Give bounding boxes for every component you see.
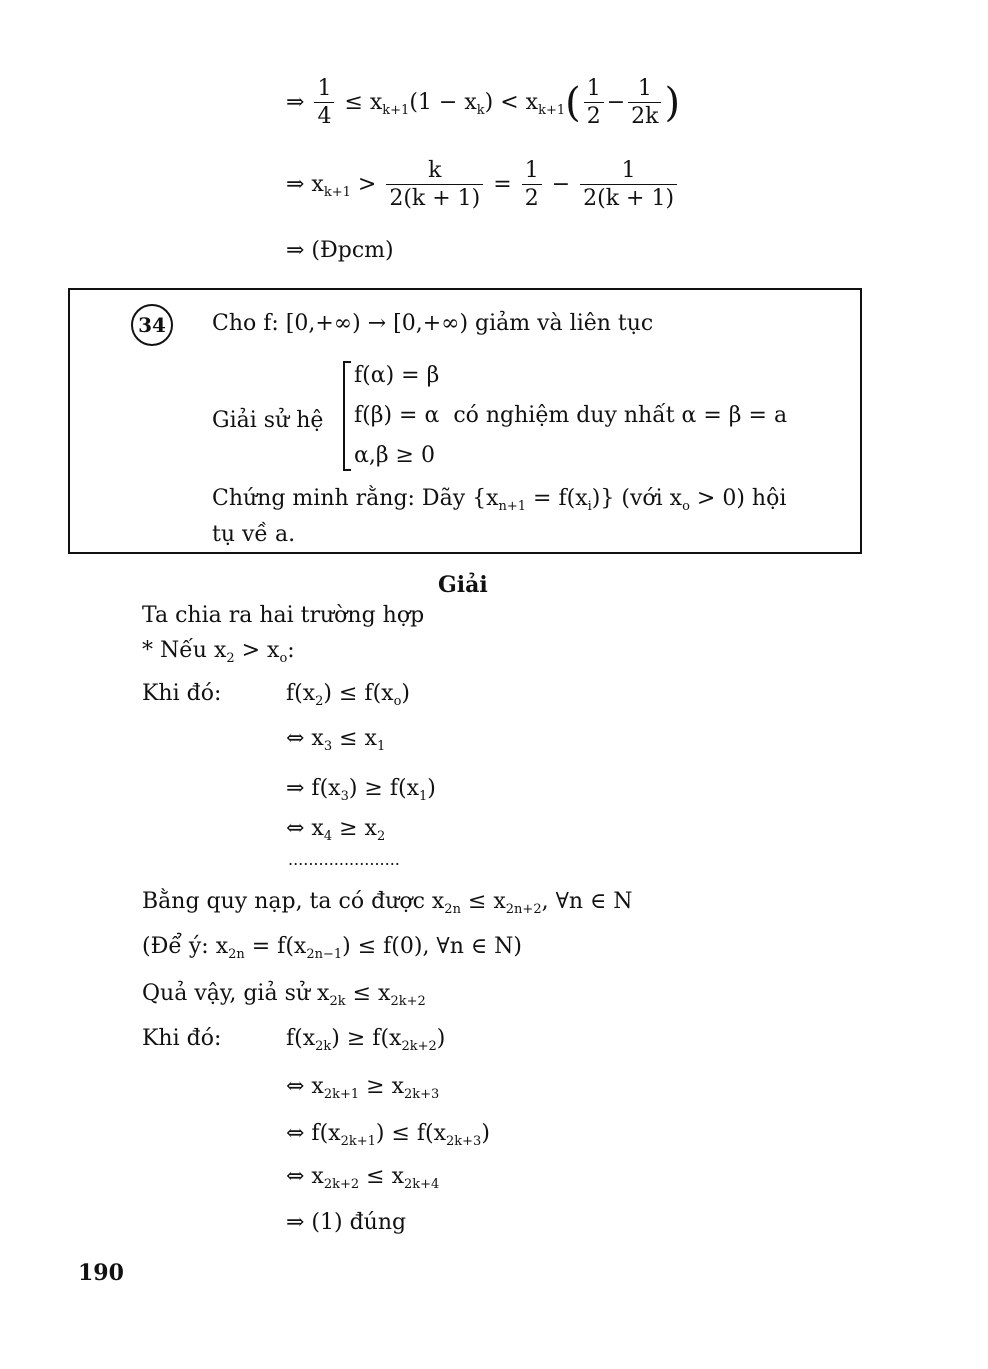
math-line-3: ⇒ (Đpcm) [286,238,394,263]
problem-number: 34 [131,304,173,346]
fraction: $\frac{1}{2}$ [522,160,542,210]
conclusion: ⇒ (1) đúng [286,1210,407,1235]
khi-do-label-2: Khi đó: [142,1026,222,1051]
fraction: $\frac{1}{2k}$ [628,78,661,128]
step-3: ⇒ $f(x_3) \ge f(x_1)$ [286,776,436,804]
system-eq-3: α,β ≥ 0 [354,443,435,468]
prove-statement: Chứng minh rằng: Dãy $\{x_{n+1} = f(x_i)\}$ (với $x_o > 0$) hội [212,486,787,514]
math-line-1: ⇒ $\frac{1}{4}$ ≤ $x_{k+1}(1 - x_k) < x_{k+1}$( $\frac{1}{2}$ − $\frac{1}{2k}$ ) [286,76,681,129]
step-8: ⇔ $x_{2k+2} \le x_{2k+4}$ [286,1164,440,1192]
solution-intro: Ta chia ra hai trường hợp [142,603,425,628]
math-line-2: ⇒ $x_{k+1}$ > $\frac{k}{2(k + 1)}$ = $\frac{1}{2}$ − $\frac{1}{2(k + 1)}$ [286,160,680,210]
system-intro: Giải sử hệ [212,408,324,433]
fraction: $\frac{1}{2}$ [584,78,604,128]
induction-line: Bằng quy nạp, ta có được $x_{2n} \le x_{2n+2}$, ∀n ∈ N [142,889,633,917]
problem-statement: Cho f: [0,+∞) → [0,+∞) giảm và liên tục [212,311,654,336]
step-4: ⇔ $x_4 \ge x_2$ [286,816,386,844]
ellipsis-dots: ...................... [288,850,400,869]
system-eq-2: f(β) = α có nghiệm duy nhất α = β = a [354,403,788,428]
page-number: 190 [78,1260,124,1286]
khi-do-label: Khi đó: [142,681,222,706]
fraction: $\frac{1}{2(k + 1)}$ [580,160,677,210]
assume-line: Quả vậy, giả sử $x_{2k} \le x_{2k+2}$ [142,981,426,1009]
fraction: $\frac{1}{4}$ [314,78,334,128]
solution-title: Giải [438,572,488,598]
step-7: ⇔ $f(x_{2k+1}) \le f(x_{2k+3})$ [286,1121,490,1149]
system-brace [343,361,351,471]
prove-statement-cont: tụ về a. [212,522,296,547]
fraction: $\frac{k}{2(k + 1)}$ [386,160,483,210]
step-2: ⇔ $x_3 \le x_1$ [286,726,386,754]
system-eq-1: f(α) = β [354,363,440,388]
note-line: (Để ý: $x_{2n} = f(x_{2n-1}) \le f(0)$, ∀n ∈ N) [142,934,522,962]
step-6: ⇔ $x_{2k+1} \ge x_{2k+3}$ [286,1074,440,1102]
step-1: $f(x_2) \le f(x_o)$ [286,681,410,709]
step-5: $f(x_{2k}) \ge f(x_{2k+2})$ [286,1026,446,1054]
case-1: * Nếu $x_2 > x_o$: [142,638,295,666]
